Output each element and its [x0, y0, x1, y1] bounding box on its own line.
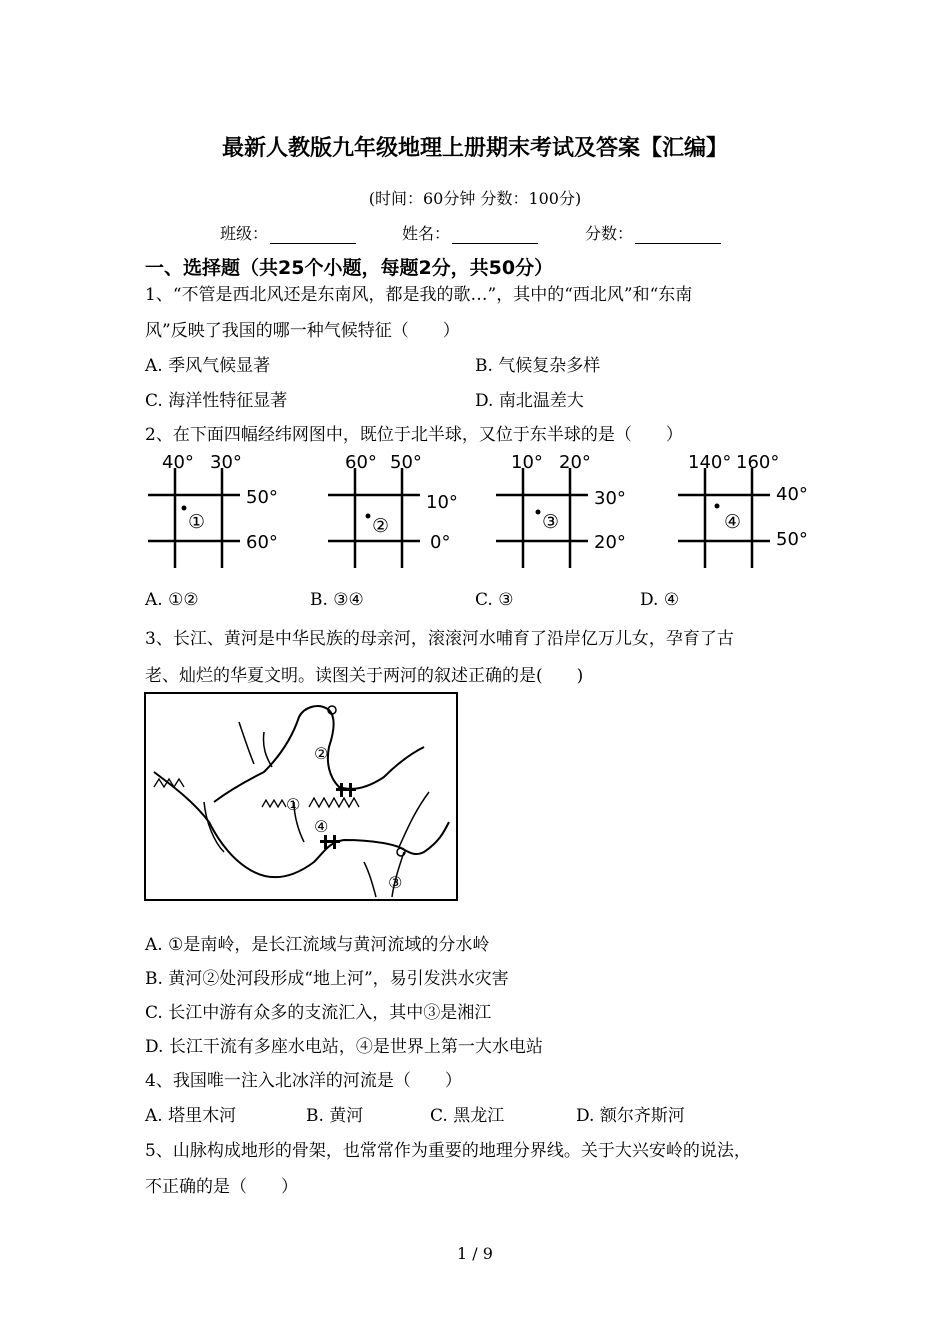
name-blank [452, 227, 538, 244]
class-field [220, 221, 356, 244]
grid-3-top-right: 20° [559, 452, 591, 473]
q1-stem-line2: 风”反映了我国的哪一种气候特征（ ） [145, 321, 460, 341]
map-label-4: ④ [314, 817, 329, 836]
grid-2-right-bottom: 0° [430, 532, 451, 553]
mountain-range-2 [309, 798, 359, 807]
name-label: 姓名： [402, 224, 451, 243]
grid-4-top-right: 160° [736, 452, 780, 473]
score-field [585, 221, 721, 244]
map-label-1: ① [286, 795, 301, 814]
grid-1-top-left: 40° [162, 452, 194, 473]
grid-4-mark: ④ [724, 511, 742, 533]
lat-lon-grids-figure [140, 448, 820, 580]
map-label-3: ③ [388, 873, 403, 892]
yangtze-river [154, 772, 449, 877]
page-title: 最新人教版九年级地理上册期末考试及答案【汇编】 [221, 135, 728, 161]
q2-option-c: C. ③ [475, 590, 514, 610]
map-label-2: ② [314, 744, 329, 763]
dam-2 [320, 835, 340, 849]
dam-1 [336, 783, 356, 797]
score-label: 分数： [585, 224, 634, 243]
grid-3-top-left: 10° [511, 452, 543, 473]
q3-stem-line2: 老、灿烂的华夏文明。读图关于两河的叙述正确的是( ) [145, 666, 584, 686]
grid-3-right-top: 30° [594, 488, 626, 509]
grid-1-right-bottom: 60° [246, 532, 278, 553]
grid-2 [328, 452, 458, 568]
grid-1-top-right: 30° [210, 452, 242, 473]
grid-1-mark: ① [188, 511, 206, 533]
class-blank [270, 227, 356, 244]
grid-2-top-left: 60° [345, 452, 377, 473]
q3-stem-line1: 3、长江、黄河是中华民族的母亲河，滚滚河水哺育了沿岸亿万儿女，孕育了古 [145, 629, 734, 649]
q4-option-a: A. 塔里木河 [145, 1106, 237, 1126]
q1-option-c: C. 海洋性特征显著 [145, 391, 288, 411]
rivers-map-figure [144, 692, 459, 902]
q3-option-b: B. 黄河②处河段形成“地上河”，易引发洪水灾害 [145, 969, 509, 989]
q4-option-c: C. 黑龙江 [430, 1106, 505, 1126]
section-heading: 一、选择题（共25个小题，每题2分，共50分） [145, 257, 554, 279]
page-number: 1 / 9 [457, 1244, 493, 1263]
exam-info: (时间：60分钟 分数：100分) [368, 189, 582, 208]
q4-option-b: B. 黄河 [306, 1106, 364, 1126]
class-label: 班级： [220, 224, 269, 243]
grid-3 [496, 452, 626, 568]
score-blank [635, 227, 721, 244]
grid-2-mark: ② [372, 515, 390, 537]
grid-4 [678, 452, 808, 568]
q2-option-a: A. ①② [145, 590, 199, 610]
q4-option-d: D. 额尔齐斯河 [576, 1106, 685, 1126]
q5-stem-line2: 不正确的是（ ） [145, 1177, 298, 1197]
q3-option-a: A. ①是南岭，是长江流域与黄河流域的分水岭 [145, 935, 490, 955]
grid-3-mark: ③ [542, 511, 560, 533]
q2-stem: 2、在下面四幅经纬网图中，既位于北半球，又位于东半球的是（ ） [145, 425, 683, 445]
grid-3-right-bottom: 20° [594, 532, 626, 553]
q1-option-b: B. 气候复杂多样 [475, 356, 601, 376]
q1-option-a: A. 季风气候显著 [145, 356, 271, 376]
q3-option-c: C. 长江中游有众多的支流汇入，其中③是湘江 [145, 1003, 492, 1023]
mountain-range-1 [262, 800, 286, 807]
grid-1-right-top: 50° [246, 487, 278, 508]
q5-stem-line1: 5、山脉构成地形的骨架，也常常作为重要的地理分界线。关于大兴安岭的说法， [145, 1141, 751, 1161]
grid-2-right-top: 10° [426, 492, 458, 513]
q1-stem-line1: 1、“不管是西北风还是东南风，都是我的歌…”，其中的“西北风”和“东南 [145, 285, 693, 305]
grid-1 [148, 452, 278, 568]
name-field [402, 221, 538, 244]
grid-4-right-bottom: 50° [776, 529, 808, 550]
q1-option-d: D. 南北温差大 [475, 391, 584, 411]
grid-4-right-top: 40° [776, 484, 808, 505]
q4-stem: 4、我国唯一注入北冰洋的河流是（ ） [145, 1071, 462, 1091]
q2-option-d: D. ④ [640, 590, 680, 610]
grid-2-top-right: 50° [390, 452, 422, 473]
grid-4-top-left: 140° [688, 452, 732, 473]
q2-option-b: B. ③④ [310, 590, 364, 610]
q3-option-d: D. 长江干流有多座水电站，④是世界上第一大水电站 [145, 1037, 543, 1057]
